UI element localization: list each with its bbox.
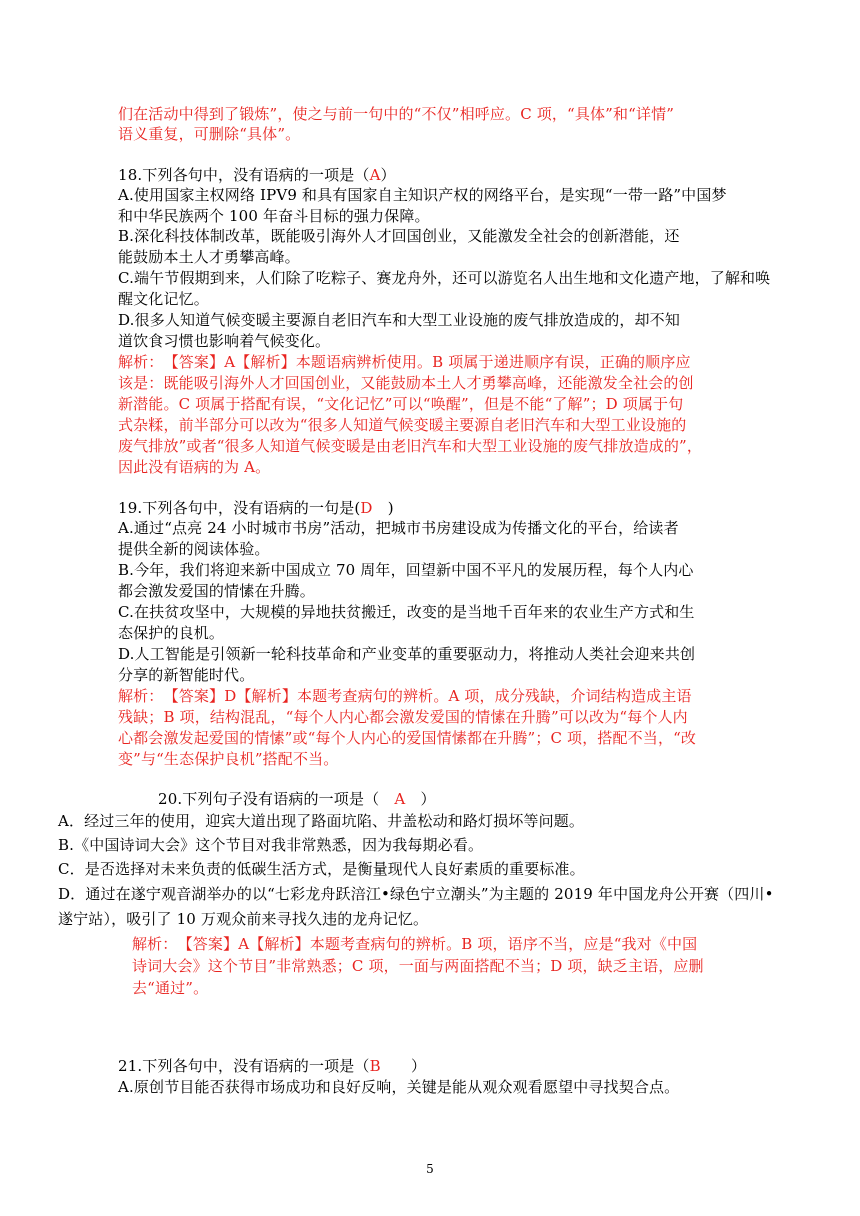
answer-mark: A	[369, 166, 381, 184]
option-line: 提供全新的阅读体验。	[118, 540, 270, 558]
analysis-continuation-line: 们在活动中得到了锻炼”，使之与前一句中的“不仅”相呼应。C 项，“具体”和“详情”	[118, 105, 675, 123]
page-number: 5	[426, 1162, 434, 1176]
question-19-stem: 19.下列各句中，没有语病的一句是(D )	[118, 499, 394, 517]
analysis-line: 该是：既能吸引海外人才回国创业，又能鼓励本土人才勇攀高峰，还能激发全社会的创	[118, 374, 694, 392]
analysis-line: 式杂糅，前半部分可以改为“很多人知道气候变暖主要源自老旧汽车和大型工业设施的	[118, 416, 687, 434]
analysis-line: 新潜能。C 项属于搭配有误，“文化记忆”可以“唤醒”，但是不能“了解”；D 项属于句	[118, 395, 684, 413]
option-line: 态保护的良机。	[118, 624, 225, 642]
option-line: B.《中国诗词大会》这个节目对我非常熟悉，因为我每期必看。	[58, 836, 484, 854]
option-line: A.使用国家主权网络 IPV9 和具有国家自主知识产权的网络平台，是实现“一带一路”中国梦	[118, 186, 727, 204]
option-line: 和中华民族两个 100 年奋斗目标的强力保障。	[118, 207, 430, 225]
option-line: 遂宁站），吸引了 10 万观众前来寻找久违的龙舟记忆。	[58, 910, 429, 928]
analysis-line: 解析： 【答案】A【解析】本题语病辨析使用。B 项属于递进顺序有误，正确的顺序应	[118, 353, 691, 371]
question-18-stem: 18.下列各句中，没有语病的一项是（A）	[118, 166, 396, 184]
option-line: 都会激发爱国的情愫在升腾。	[118, 582, 315, 600]
analysis-continuation-line: 语义重复，可删除“具体”。	[118, 125, 301, 143]
option-line: 分享的新智能时代。	[118, 666, 255, 684]
option-line: C．是否选择对未来负责的低碳生活方式，是衡量现代人良好素质的重要标准。	[58, 860, 585, 878]
analysis-line: 变”与“生态保护良机”搭配不当。	[118, 750, 339, 768]
analysis-line: 残缺；B 项，结构混乱，“每个人内心都会激发爱国的情愫在升腾”可以改为“每个人内	[118, 708, 688, 726]
analysis-line: 因此没有语病的为 A。	[118, 458, 271, 476]
option-line: D.很多人知道气候变暖主要源自老旧汽车和大型工业设施的废气排放造成的，却不知	[118, 311, 680, 329]
option-line: C.端午节假期到来，人们除了吃粽子、赛龙舟外，还可以游览名人出生地和文化遗产地，了解和唤	[118, 269, 771, 287]
answer-mark: B	[369, 1057, 381, 1075]
analysis-line: 去“通过”。	[132, 979, 209, 997]
analysis-line: 废气排放”或者“很多人知道气候变暖是由老旧汽车和大型工业设施的废气排放造成的”，	[118, 437, 703, 455]
option-line: D.人工智能是引领新一轮科技革命和产业变革的重要驱动力，将推动人类社会迎来共创	[118, 645, 696, 663]
answer-mark: A	[394, 790, 406, 808]
option-line: 醒文化记忆。	[118, 290, 209, 308]
option-line: A．经过三年的使用，迎宾大道出现了路面坑陷、井盖松动和路灯损坏等问题。	[58, 812, 585, 830]
option-line: C.在扶贫攻坚中，大规模的异地扶贫搬迁，改变的是当地千百年来的农业生产方式和生	[118, 603, 695, 621]
option-line: A.通过“点亮 24 小时城市书房”活动，把城市书房建设成为传播文化的平台，给读者	[118, 519, 679, 537]
option-line: B.深化科技体制改革，既能吸引海外人才回国创业，又能激发全社会的创新潜能，还	[118, 227, 680, 245]
analysis-line: 解析： 【答案】D【解析】本题考查病句的辨析。A 项，成分残缺，介词结构造成主语	[118, 687, 692, 705]
option-line: A.原创节目能否获得市场成功和良好反响，关键是能从观众观看愿望中寻找契合点。	[118, 1078, 680, 1096]
question-20-stem: 20.下列句子没有语病的一项是（ A ）	[158, 790, 436, 808]
option-line: D．通过在遂宁观音湖举办的以“七彩龙舟跃涪江•绿色宁立潮头”为主题的 2019 年中国龙舟公开赛（四川•	[58, 885, 774, 903]
option-line: 道饮食习惯也影响着气候变化。	[118, 332, 331, 350]
option-line: 能鼓励本土人才勇攀高峰。	[118, 248, 300, 266]
analysis-line: 心都会激发起爱国的情愫”或“每个人内心的爱国情愫都在升腾”；C 项，搭配不当，“改	[118, 729, 697, 747]
analysis-line: 解析： 【答案】A【解析】本题考查病句的辨析。B 项，语序不当，应是“我对《中国	[132, 935, 698, 953]
analysis-line: 诗词大会》这个节目”非常熟悉；C 项，一面与两面搭配不当；D 项，缺乏主语，应删	[132, 957, 704, 975]
answer-mark: D	[360, 499, 373, 517]
option-line: B.今年，我们将迎来新中国成立 70 周年，回望新中国不平凡的发展历程，每个人内心	[118, 561, 694, 579]
question-21-stem: 21.下列各句中，没有语病的一项是（B ）	[118, 1057, 427, 1075]
